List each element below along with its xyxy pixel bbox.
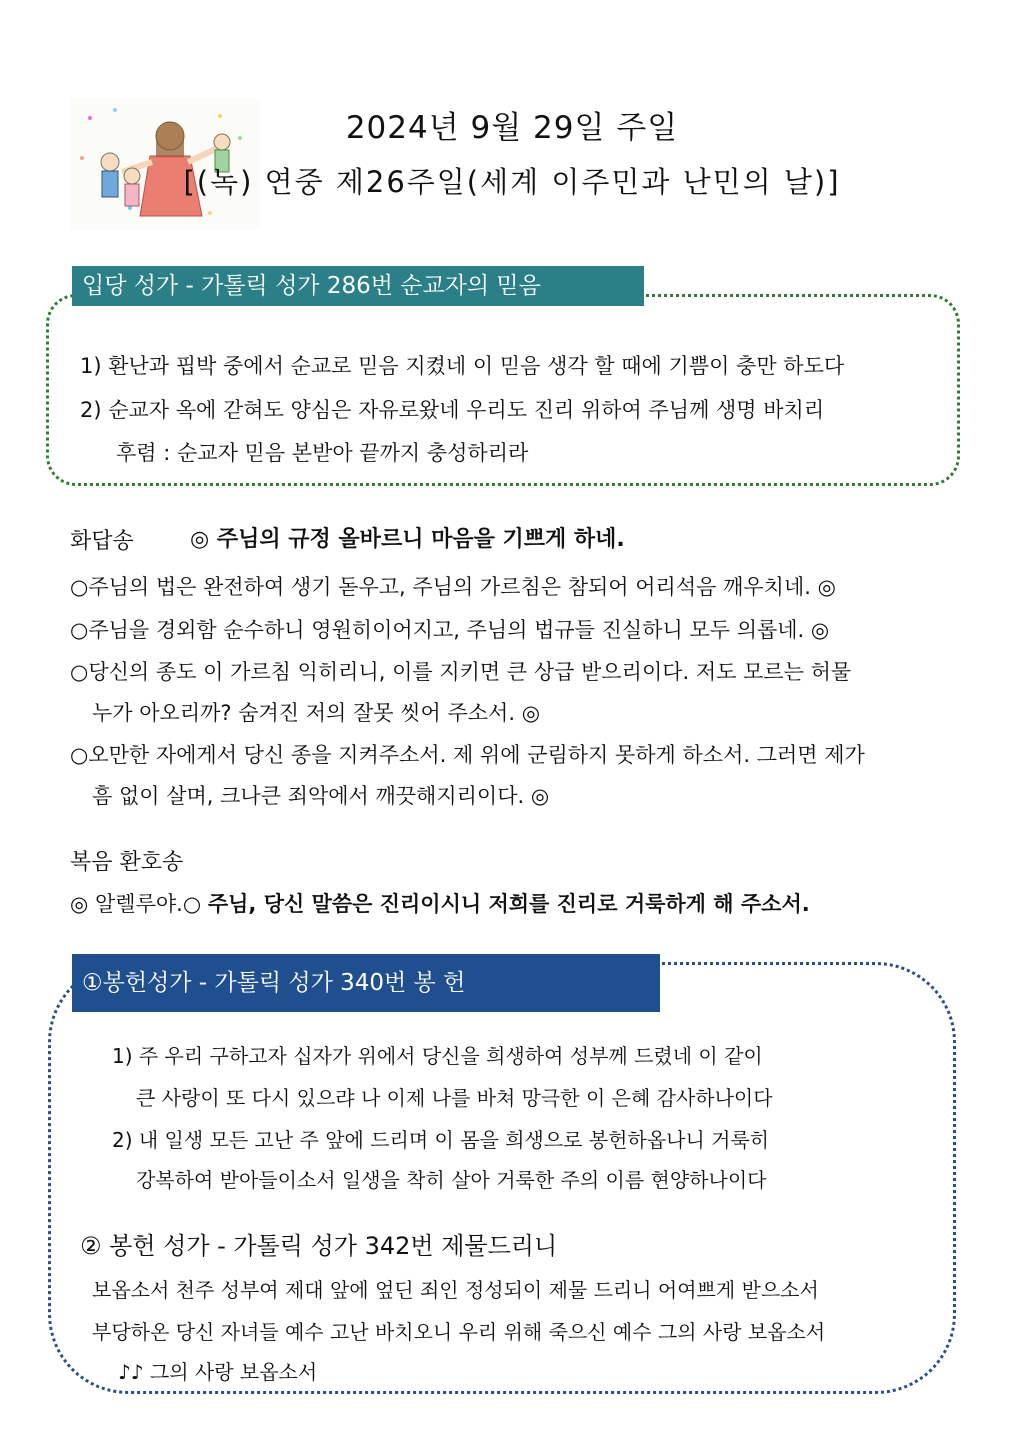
offertory1-line-4: 강복하여 받아들이소서 일생을 착히 살아 거룩한 주의 이름 현양하나이다	[136, 1168, 767, 1192]
psalm-line-4: ○오만한 자에게서 당신 종을 지켜주소서. 제 위에 군림하지 못하게 하소서. 그러면 제가	[70, 743, 865, 767]
psalm-line-1: ○주님의 법은 완전하여 생기 돋우고, 주님의 가르침은 참되어 어리석음 깨우치네. ◎	[70, 575, 836, 599]
entrance-refrain: 후렴 : 순교자 믿음 본받아 끝까지 충성하리라	[116, 441, 529, 465]
entrance-hymn-heading: 입당 성가 - 가톨릭 성가 286번 순교자의 믿음	[72, 266, 644, 306]
offertory-hymn-1-heading: ①봉헌성가 - 가톨릭 성가 340번 봉 헌	[72, 954, 660, 1012]
gospel-acclamation-label: 복음 환호송	[70, 850, 184, 875]
offertory2-line-2: 부당하온 당신 자녀들 예수 고난 바치오니 우리 위해 죽으신 예수 그의 사랑 보옵소서	[92, 1320, 826, 1344]
entrance-verse-2: 2) 순교자 옥에 갇혀도 양심은 자유로왔네 우리도 진리 위하여 주님께 생명 바치리	[80, 398, 825, 422]
offertory2-line-1: 보옵소서 천주 성부여 제대 앞에 엎딘 죄인 정성되이 제물 드리니 어여쁘게 받으소서	[92, 1278, 819, 1302]
gospel-acclamation	[70, 888, 810, 918]
psalm-response: ◎ 주님의 규정 올바르니 마음을 기쁘게 하네.	[190, 527, 625, 552]
offertory1-line-2: 큰 사랑이 또 다시 있으랴 나 이제 나를 바쳐 망극한 이 은혜 감사하나이다	[136, 1086, 773, 1110]
gospel-verse: 주님, 당신 말씀은 진리이시니 저희를 진리로 거룩하게 해 주소서.	[207, 892, 810, 916]
offertory2-line-3: ♪♪ 그의 사랑 보옵소서	[118, 1360, 318, 1384]
alleluia-prefix: ◎ 알렐루야.○	[70, 892, 208, 916]
psalm-line-2: ○주님을 경외함 순수하니 영원히이어지고, 주님의 법규들 진실하니 모두 의롭네. ◎	[70, 618, 830, 642]
service-date: 2024년 9월 29일 주일	[345, 110, 679, 146]
psalm-line-4b: 흠 없이 살며, 크나큰 죄악에서 깨끗해지리이다. ◎	[92, 784, 550, 808]
psalm-line-3b: 누가 아오리까? 숨겨진 저의 잘못 씻어 주소서. ◎	[92, 701, 541, 725]
offertory-hymn-2-heading: ② 봉헌 성가 - 가톨릭 성가 342번 제물드리니	[80, 1232, 558, 1260]
offertory1-line-1: 1) 주 우리 구하고자 십자가 위에서 당신을 희생하여 성부께 드렸네 이 같이	[112, 1044, 763, 1068]
entrance-verse-1: 1) 환난과 핍박 중에서 순교로 믿음 지켰네 이 믿음 생각 할 때에 기쁨이 충만 하도다	[80, 354, 845, 378]
offertory1-line-3: 2) 내 일생 모든 고난 주 앞에 드리며 이 몸을 희생으로 봉헌하옵나니 거룩히	[112, 1128, 770, 1152]
liturgical-feast: [(녹) 연중 제26주일(세계 이주민과 난민의 날)]	[183, 165, 841, 199]
psalm-label: 화답송	[70, 529, 134, 554]
psalm-line-3: ○당신의 종도 이 가르침 익히리니, 이를 지키면 큰 상급 받으리이다. 저도 모르는 허물	[70, 660, 852, 684]
